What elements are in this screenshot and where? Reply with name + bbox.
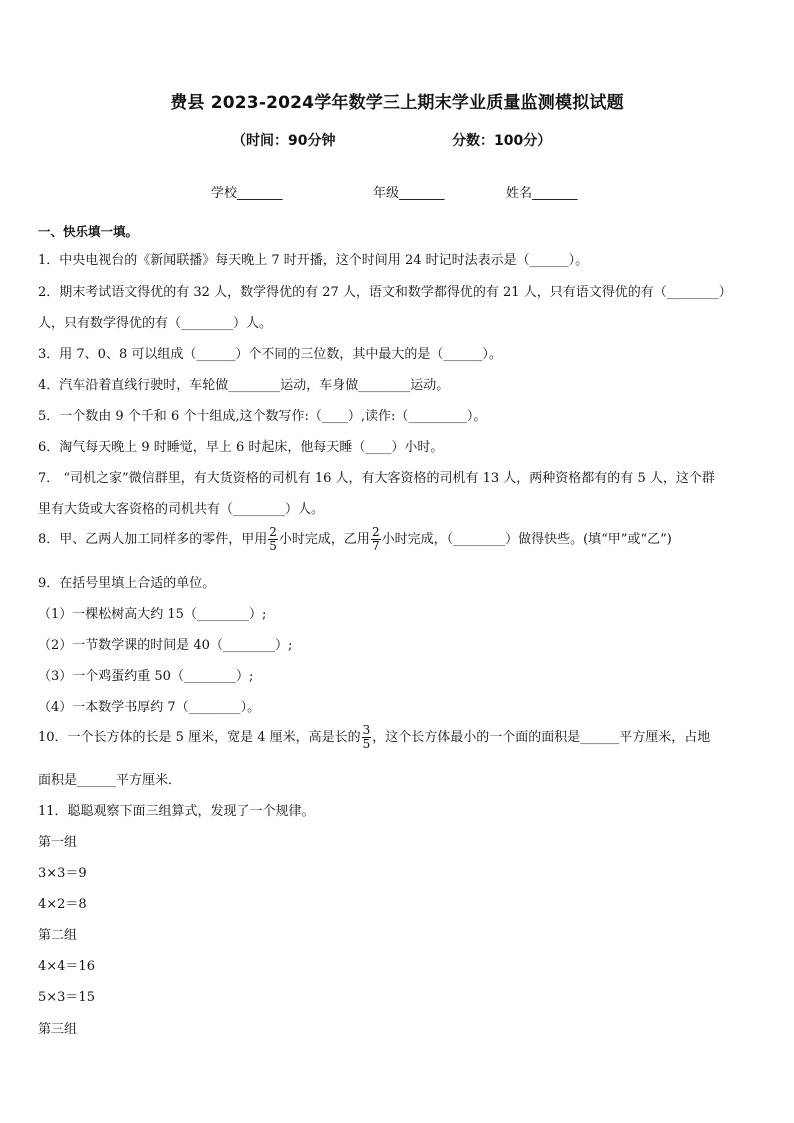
fraction-three-fifths	[362, 724, 372, 751]
fraction-numerator: 2	[371, 525, 380, 539]
group-2-eq-1: 4×4＝16	[38, 959, 95, 974]
question-2-line-1: 2．期末考试语文得优的有 32 人，数学得优的有 27 人，语文和数学都得优的有 21 人，只有语文得优的有（________）	[38, 285, 732, 300]
section-heading: 一、快乐填一填。	[38, 224, 139, 239]
question-9-item-3: （3）一个鸡蛋约重 50（________）;	[38, 669, 254, 684]
group-1-eq-2: 4×2＝8	[38, 897, 87, 912]
question-6: 6．淘气每天晚上 9 时睡觉，早上 6 时起床，他每天睡（____）小时。	[38, 440, 444, 455]
question-8	[38, 526, 672, 553]
question-4: 4．汽车沿着直线行驶时，车轮做________运动，车身做________运动。	[38, 378, 450, 393]
question-8-text-1: 8．甲、乙两人加工同样多的零件，甲用	[38, 532, 268, 547]
fraction-denominator: 7	[371, 539, 380, 553]
question-11: 11．聪聪观察下面三组算式，发现了一个规律。	[38, 804, 315, 819]
fraction-denominator: 5	[362, 737, 371, 751]
exam-time: （时间：90分钟	[232, 133, 336, 149]
school-field: 学校_______	[211, 186, 283, 201]
fraction-two-fifths	[268, 526, 278, 553]
group-1-label: 第一组	[38, 835, 78, 850]
group-1-eq-1: 3×3＝9	[38, 866, 87, 881]
name-field: 姓名_______	[506, 186, 578, 201]
fraction-two-sevenths	[371, 526, 381, 553]
question-5: 5．一个数由 9 个千和 6 个十组成,这个数写作:（____）,读作:（_________）。	[38, 409, 487, 424]
question-7-line-2: 里有大货或大客资格的司机共有（________）人。	[38, 502, 325, 517]
question-10-text-2: ，这个长方体最小的一个面的面积是______平方厘米，占地	[372, 730, 711, 745]
question-10-line-2: 面积是______平方厘米．	[38, 773, 182, 788]
fraction-numerator: 3	[362, 723, 371, 737]
group-3-label: 第三组	[38, 1022, 78, 1037]
question-9-item-1: （1）一棵松树高大约 15（________）;	[38, 607, 267, 622]
question-1: 1．中央电视台的《新闻联播》每天晚上 7 时开播，这个时间用 24 时记时法表示是（______）。	[38, 253, 589, 268]
question-10-line-1	[38, 724, 710, 751]
exam-score: 分数：100分）	[452, 133, 552, 149]
group-2-label: 第二组	[38, 928, 78, 943]
question-9-item-4: （4）一本数学书厚约 7（________）。	[38, 700, 261, 715]
question-10-text-1: 10．一个长方体的长是 5 厘米，宽是 4 厘米，高是长的	[38, 730, 361, 745]
question-3: 3．用 7、0、8 可以组成（______）个不同的三位数，其中最大的是（______）。	[38, 347, 502, 362]
question-7-line-1: 7． “司机之家”微信群里，有大货资格的司机有 16 人，有大客资格的司机有 13 人，两种资格都有的有 5 人，这个群	[38, 471, 715, 486]
group-2-eq-2: 5×3＝15	[38, 990, 95, 1005]
fraction-denominator: 5	[269, 539, 277, 553]
page-title: 费县 2023-2024学年数学三上期末学业质量监测模拟试题	[170, 93, 624, 113]
fraction-numerator: 2	[269, 525, 277, 539]
question-9-item-2: （2）一节数学课的时间是 40（________）;	[38, 638, 293, 653]
question-9: 9．在括号里填上合适的单位。	[38, 576, 216, 591]
question-8-text-2: 小时完成，乙用	[278, 532, 370, 547]
question-2-line-2: 人，只有数学得优的有（________）人。	[38, 316, 273, 331]
grade-field: 年级_______	[373, 186, 445, 201]
question-8-text-3: 小时完成，（________）做得快些。(填“甲”或“乙”)	[381, 532, 672, 547]
